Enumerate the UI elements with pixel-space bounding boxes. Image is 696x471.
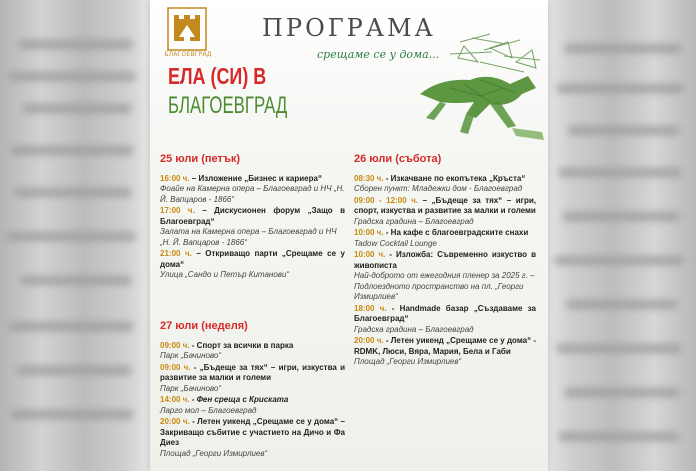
program-poster xyxy=(150,0,548,471)
day-title: 26 юли (събота) xyxy=(354,153,442,165)
event-time: 20:00 ч. xyxy=(354,336,384,345)
event-desc: – Изложение „Бизнес и кариера“ xyxy=(191,173,322,183)
event-time: 17:00 ч. xyxy=(160,206,195,215)
event-location: Залата на Камерна опера – Благоевград и НЧ „Н. Й. Вапцаров - 1866“ xyxy=(160,227,337,247)
program-title: ПРОГРАМА xyxy=(262,14,436,42)
event-location: Парк „Бачиново“ xyxy=(160,351,222,360)
event-desc: - Изложба: Съвременно изкуство в живописта xyxy=(354,250,536,270)
event-location: Площад „Георги Измирлиев“ xyxy=(354,357,462,366)
event-item xyxy=(354,336,536,357)
event-time: 08:30 ч. xyxy=(354,173,384,183)
event-item xyxy=(160,395,345,406)
city-crest-icon xyxy=(167,7,207,51)
event-time: 14:00 ч. xyxy=(160,395,190,404)
event-desc: - „Бъдеще за тях“ – игри, изкуства и развитие за малки и големи xyxy=(160,362,345,382)
event-location: Най-доброто от ежегодния пленер за 2025 г. – Подлоездното пространство на пл. „Георги Измирлиев“ xyxy=(354,271,535,301)
logo-text: БЛАГОЕВГРАД xyxy=(164,51,212,58)
event-location: Градска градина – Благоевград xyxy=(354,216,474,226)
event-location: Сборен пункт: Младежки дом - Благоевград xyxy=(354,184,523,193)
event-item xyxy=(160,363,345,384)
program-subtitle: срещаме се у дома... xyxy=(317,48,440,61)
blurred-left-panel xyxy=(0,0,150,471)
event-location: Улица „Сандо и Петър Китанови“ xyxy=(160,270,290,279)
event-item xyxy=(354,174,536,185)
event-item xyxy=(160,249,345,270)
event-desc: - Изкачване по екопътека „Кръста“ xyxy=(385,173,526,183)
event-item xyxy=(160,174,345,185)
event-item xyxy=(160,206,345,227)
day-26-column xyxy=(354,154,536,369)
event-time: 10:00 ч. xyxy=(354,228,384,237)
event-time: 09:00 ч. xyxy=(160,340,190,350)
event-desc: – Дискусионен форум „Защо в Благоевград“ xyxy=(160,206,345,226)
event-time: 21:00 ч. xyxy=(160,249,192,258)
event-location: Ларго мол – Благоевград xyxy=(160,405,257,415)
event-desc: - Handmade базар „Създаваме за Благоевград“ xyxy=(354,303,536,323)
event-location: Парк „Бачиново“ xyxy=(160,383,222,393)
event-time: 10:00 ч. xyxy=(354,250,386,259)
event-time: 16:00 ч. xyxy=(160,173,190,183)
event-desc: – Откриващо парти „Срещаме се у дома“ xyxy=(160,249,345,269)
event-desc: - Фен среща с Криската xyxy=(191,395,289,404)
blurred-right-panel xyxy=(548,0,696,471)
event-location: Tadow Cocktail Lounge xyxy=(354,238,437,248)
day-title: 25 юли (петък) xyxy=(160,153,241,165)
event-location: Градска градина – Благоевград xyxy=(354,324,474,334)
headline-line-2: БЛАГОЕВГРАД xyxy=(168,92,288,119)
event-item xyxy=(354,250,536,271)
event-desc: - Летен уикенд „Срещаме се у дома“ - RDMK, Люси, Вяра, Мария, Бела и Габи xyxy=(354,336,536,356)
event-item xyxy=(160,417,345,449)
event-desc: – „Бъдеще за тях“ – игри, спорт, изкуства и развитие за малки и големи xyxy=(354,195,537,215)
event-desc: - Летен уикенд „Срещаме се у дома“ – Закриващо събитие с участието на Дичо и Фа Диез xyxy=(160,417,345,447)
event-time: 20:00 ч. xyxy=(160,417,190,426)
day-title: 27 юли (неделя) xyxy=(160,320,248,332)
event-item xyxy=(354,196,536,217)
event-location: Фоайе на Камерна опера – Благоевград и НЧ „Н. Й. Вапцаров - 1866“ xyxy=(160,184,345,204)
event-time: 09:00 - 12:00 ч. xyxy=(354,195,419,205)
day-27-column xyxy=(160,321,345,460)
day-25-column xyxy=(160,154,345,282)
event-time: 09:00 ч. xyxy=(160,362,191,372)
headline-line-1: ЕЛА (СИ) В xyxy=(168,63,267,89)
winged-horse-icon xyxy=(420,32,548,144)
event-desc: - Спорт за всички в парка xyxy=(191,340,294,350)
event-item xyxy=(160,341,345,352)
event-desc: - На кафе с благоевградските снахи xyxy=(385,228,529,237)
event-location: Площад „Георги Измирлиев“ xyxy=(160,448,268,458)
event-item xyxy=(354,304,536,325)
event-item xyxy=(354,228,536,239)
event-time: 18:00 ч. xyxy=(354,303,387,313)
